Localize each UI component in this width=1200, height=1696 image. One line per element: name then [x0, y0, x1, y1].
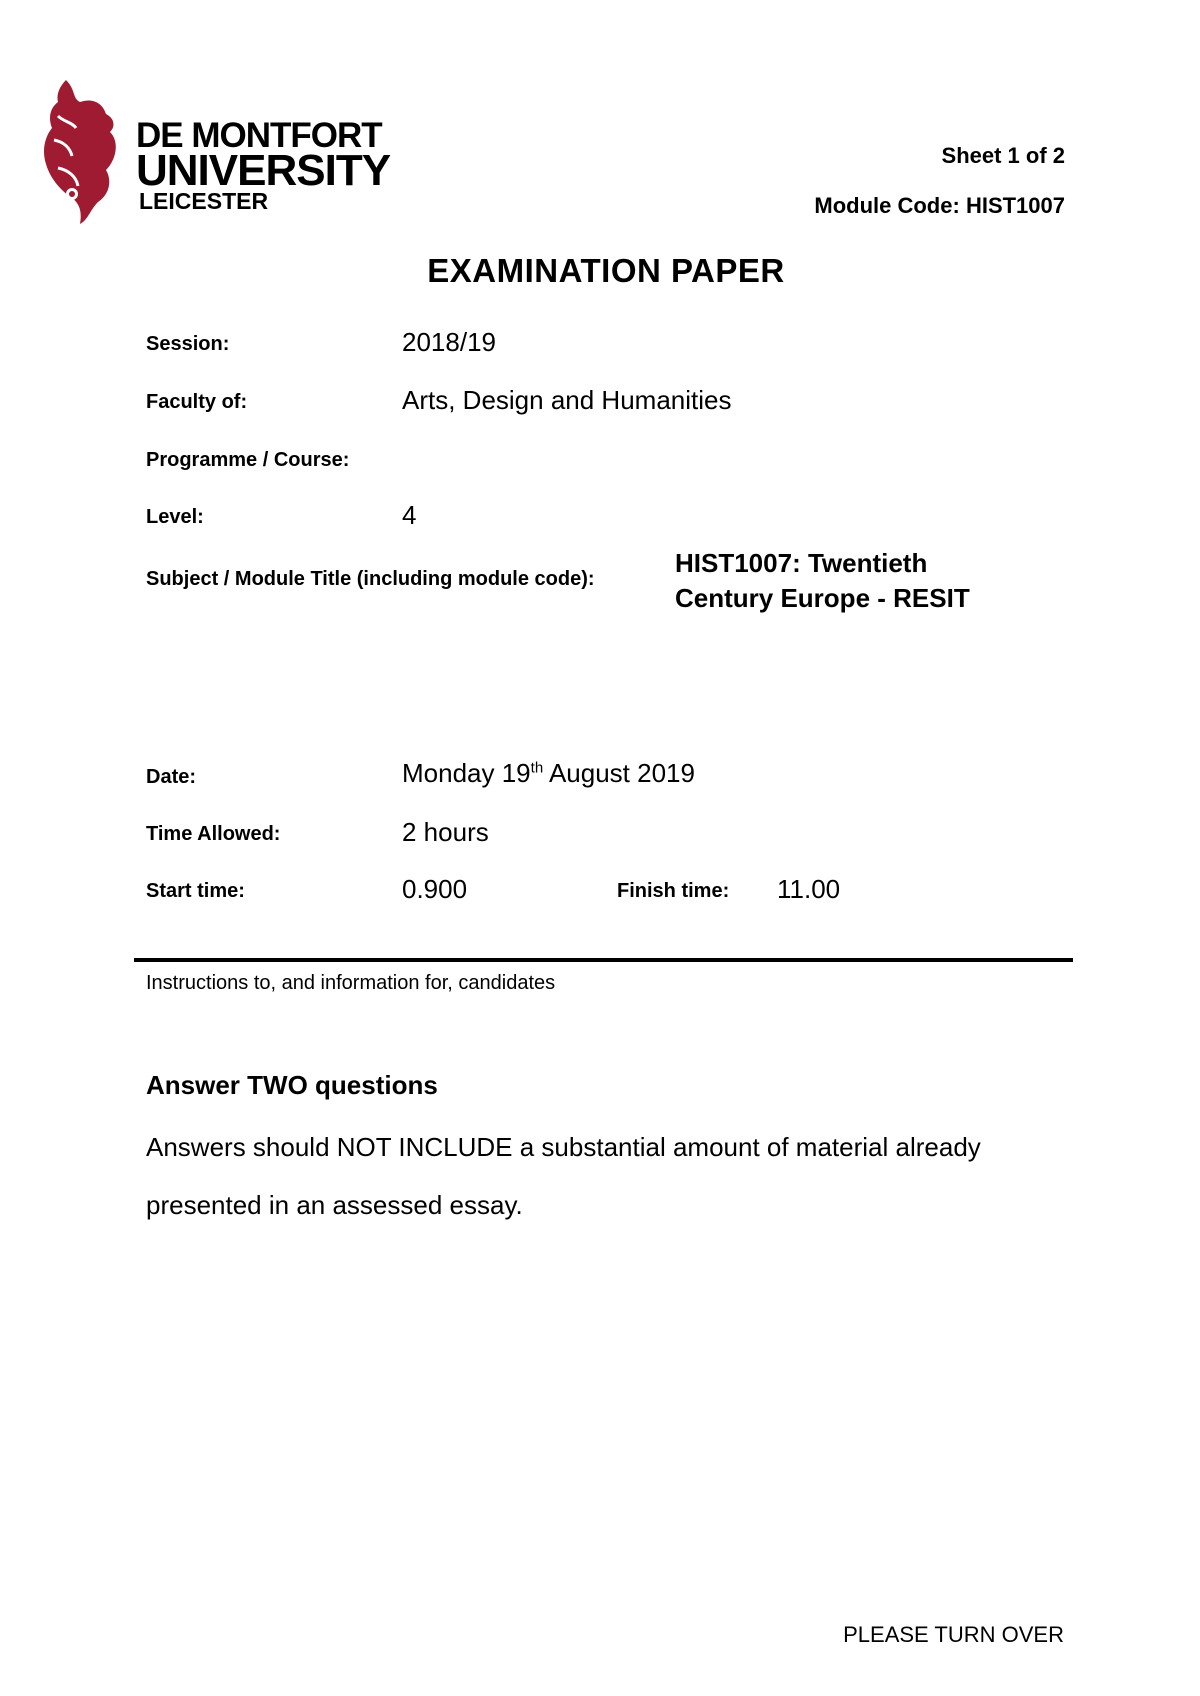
subject-value [675, 546, 1015, 616]
divider [134, 958, 1073, 962]
finish-time-label: Finish time: [617, 880, 730, 902]
time-allowed-value: 2 hours [402, 817, 489, 847]
university-logo [36, 76, 396, 228]
subject-line-1: HIST1007: Twentieth [675, 548, 928, 578]
sheet-number: Sheet 1 of 2 [941, 143, 1065, 168]
subject-line-2: Century Europe - RESIT [675, 583, 970, 613]
date-suffix: th [530, 759, 544, 777]
date-value [402, 758, 695, 789]
module-code-label: Module Code: [814, 193, 960, 218]
session-value: 2018/19 [402, 327, 496, 357]
finish-time-value: 11.00 [777, 874, 841, 904]
date-day: Monday 19 [402, 758, 531, 788]
faculty-value: Arts, Design and Humanities [402, 385, 732, 415]
session-label: Session: [146, 333, 230, 355]
turn-over-note: PLEASE TURN OVER [843, 1622, 1064, 1647]
subject-label: Subject / Module Title (including module code): [146, 568, 595, 590]
logo-line-2: UNIVERSITY [136, 146, 391, 195]
level-label: Level: [146, 506, 204, 528]
module-code-value: HIST1007 [965, 193, 1065, 218]
date-month-year: August 2019 [543, 758, 695, 788]
answer-text: Answers should NOT INCLUDE a substantial amount of material already presented in an assessed essay. [146, 1132, 981, 1220]
start-time-label: Start time: [146, 880, 245, 902]
time-allowed-label: Time Allowed: [146, 823, 281, 845]
programme-label: Programme / Course: [146, 449, 350, 471]
instructions-heading: Instructions to, and information for, candidates [146, 972, 556, 994]
page-title: EXAMINATION PAPER [427, 252, 785, 289]
lion-crest-icon [36, 76, 136, 226]
module-code-header [814, 193, 1065, 219]
start-time-value: 0.900 [402, 874, 468, 904]
level-value: 4 [402, 500, 417, 530]
answer-title: Answer TWO questions [146, 1070, 438, 1100]
logo-line-1: DE MONTFORT [136, 116, 382, 155]
date-label: Date: [146, 766, 197, 788]
faculty-label: Faculty of: [146, 391, 248, 413]
logo-line-3: LEICESTER [139, 188, 269, 214]
